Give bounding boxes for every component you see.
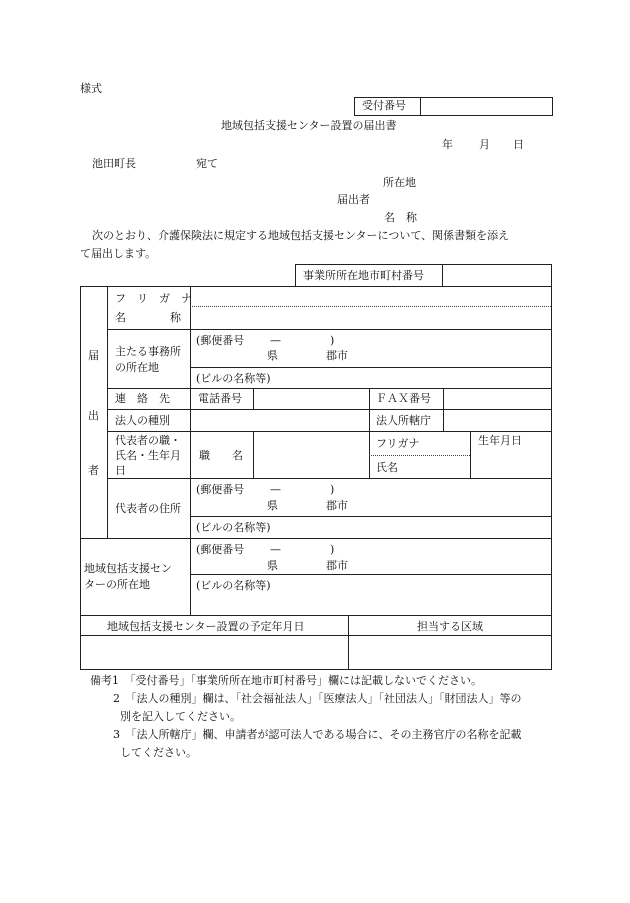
contact-label: 連 絡 先 [115, 392, 170, 405]
note-3-line2: してください。 [120, 746, 197, 759]
phone-label: 電話番号 [198, 392, 242, 405]
table-line [551, 264, 552, 670]
table-line [190, 367, 552, 368]
table-line [107, 329, 552, 330]
center-postal-label: (郵便番号 [196, 543, 245, 556]
planned-date-field[interactable] [81, 636, 347, 668]
applicant-location-label: 所在地 [383, 176, 416, 189]
center-postal-dash: — [270, 543, 281, 556]
office-municipality-number-label: 事業所所在地市町村番号 [303, 269, 424, 282]
table-line [80, 615, 552, 616]
rep-furigana-dotted-line [369, 455, 470, 456]
corp-type-field[interactable] [191, 410, 368, 430]
fax-label: ＦＡＸ番号 [376, 392, 431, 405]
notifier-side-char3: 者 [88, 464, 99, 477]
applicant-notifier-label: 届出者 [337, 193, 370, 206]
office-location-label-line2: の所在地 [115, 361, 159, 374]
table-line [80, 538, 552, 539]
table-line [107, 286, 108, 538]
office-postal-close: ) [330, 334, 335, 347]
note-2-line2: 別を記入してください。 [120, 710, 241, 723]
addressee-suffix: 宛て [196, 157, 218, 170]
office-building-label: (ビルの名称等) [196, 372, 271, 385]
style-label: 様式 [80, 82, 102, 95]
rep-label-line3: 日 [115, 464, 126, 477]
center-postal-close: ) [330, 543, 335, 556]
intro-text-line2: て届出します。 [80, 247, 157, 260]
phone-field[interactable] [254, 389, 368, 408]
fax-field[interactable] [444, 389, 550, 408]
table-line [80, 286, 81, 670]
date-day: 日 [513, 138, 524, 151]
receipt-number-label: 受付番号 [362, 99, 406, 112]
center-building-label: (ビルの名称等) [196, 579, 271, 592]
note-1: 備考1 「受付番号」「事業所所在地市町村番号」欄には記載しないでください。 [90, 674, 482, 687]
intro-text-line1: 次のとおり、介護保険法に規定する地域包括支援センターについて、関係書類を添え [92, 229, 510, 242]
center-county-city-label: 郡市 [326, 559, 348, 572]
birth-date-label: 生年月日 [478, 434, 522, 447]
date-year: 年 [442, 138, 453, 151]
rep-name-label: 氏名 [376, 461, 398, 474]
center-location-label-line2: ターの所在地 [84, 578, 150, 591]
table-line [470, 431, 471, 478]
table-line [107, 478, 552, 479]
service-area-field[interactable] [349, 636, 550, 668]
notifier-side-char1: 届 [88, 349, 99, 362]
rep-address-label: 代表者の住所 [115, 502, 181, 515]
furigana-field[interactable] [191, 287, 551, 305]
rep-postal-dash: — [270, 483, 281, 496]
addressee-name: 池田町長 [92, 157, 136, 170]
rep-furigana-label: フリガナ [376, 437, 420, 450]
corp-type-label: 法人の種別 [115, 414, 170, 427]
office-postal-dash: — [270, 334, 281, 347]
rep-postal-label: (郵便番号 [196, 483, 245, 496]
office-prefecture-label: 県 [267, 349, 278, 362]
office-municipality-number-field[interactable] [443, 265, 551, 286]
applicant-name-label: 名 称 [384, 211, 417, 224]
name-field[interactable] [191, 308, 551, 328]
furigana-dotted-line [190, 306, 551, 307]
rep-label-line1: 代表者の職・ [115, 434, 181, 447]
furigana-label: フ リ ガ ナ [115, 292, 192, 305]
rep-county-city-label: 郡市 [326, 499, 348, 512]
table-line [190, 516, 552, 517]
position-label: 職 名 [199, 449, 243, 462]
table-line [295, 264, 296, 286]
office-county-city-label: 郡市 [326, 349, 348, 362]
name-label: 名 称 [115, 311, 181, 324]
corp-authority-label: 法人所轄庁 [376, 414, 431, 427]
rep-prefecture-label: 県 [267, 499, 278, 512]
table-line [190, 286, 191, 616]
corp-authority-field[interactable] [444, 410, 550, 430]
date-month: 月 [479, 138, 490, 151]
office-postal-label: (郵便番号 [196, 334, 245, 347]
center-prefecture-label: 県 [267, 559, 278, 572]
planned-date-label: 地域包括支援センター設置の予定年月日 [107, 620, 305, 633]
note-2-line1: 2 「法人の種別」欄は、「社会福祉法人」「医療法人」「社団法人」「財団法人」等の [113, 692, 522, 705]
center-location-label-line1: 地域包括支援セン [84, 562, 172, 575]
rep-building-label: (ビルの名称等) [196, 521, 271, 534]
note-3-line1: 3 「法人所轄庁」欄、申請者が認可法人である場合に、その主務官庁の名称を記載 [113, 728, 522, 741]
rep-postal-close: ) [330, 483, 335, 496]
table-line [369, 388, 370, 478]
table-line [190, 574, 552, 575]
rep-label-line2: 氏名・生年月 [115, 449, 181, 462]
notifier-side-char2: 出 [88, 409, 99, 422]
table-line [80, 669, 552, 670]
form-title: 地域包括支援センター設置の届出書 [221, 119, 397, 132]
service-area-label: 担当する区域 [417, 620, 483, 633]
receipt-number-field[interactable] [421, 98, 550, 114]
position-field[interactable] [254, 432, 368, 477]
office-location-label-line1: 主たる事務所 [115, 345, 181, 358]
